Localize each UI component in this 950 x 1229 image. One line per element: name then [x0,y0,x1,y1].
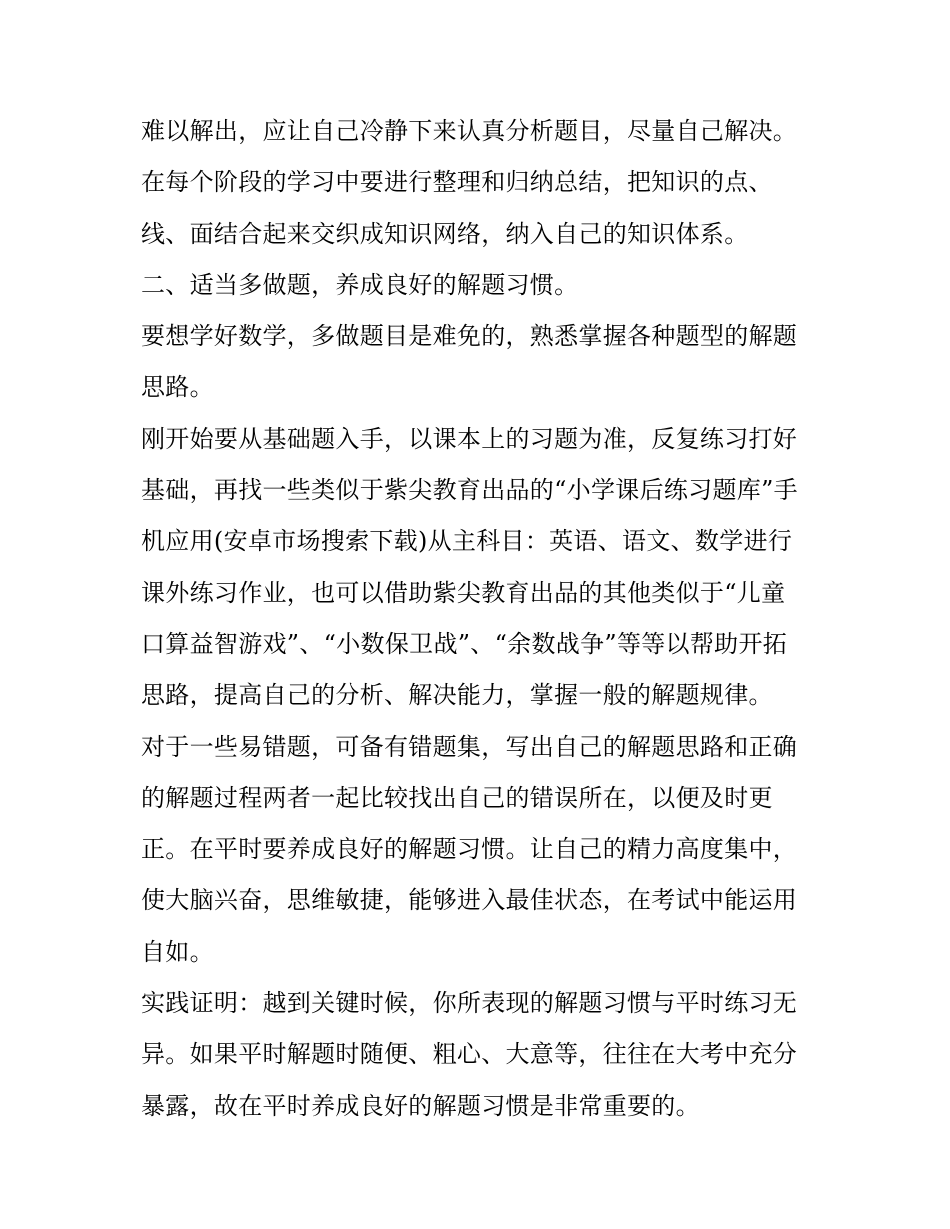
text-line: 实践证明：越到关键时候，你所表现的解题习惯与平时练习无 [141,989,798,1018]
text-line: 要想学好数学，多做题目是难免的，熟悉掌握各种题型的解题 [141,322,798,351]
text-line: 正。在平时要养成良好的解题习惯。让自己的精力高度集中， [141,835,798,864]
text-line: 课外练习作业，也可以借助紫尖教育出品的其他类似于“儿童 [141,578,786,607]
text-line: 刚开始要从基础题入手，以课本上的习题为准，反复练习打好 [141,424,798,453]
text-line: 基础，再找一些类似于紫尖教育出品的“小学课后练习题库”手 [141,476,798,505]
text-line: 线、面结合起来交织成知识网络，纳入自己的知识体系。 [141,219,749,248]
text-line: 机应用(安卓市场搜索下载)从主科目：英语、语文、数学进行 [141,527,793,556]
text-line: 难以解出，应让自己冷静下来认真分析题目，尽量自己解决。 [141,117,798,145]
text-line: 使大脑兴奋，思维敏捷，能够进入最佳状态，在考试中能运用 [141,886,798,915]
document-body [141,106,821,1132]
text-line: 思路，提高自己的分析、解决能力，掌握一般的解题规律。 [141,681,773,710]
text-line: 的解题过程两者一起比较找出自己的错误所在，以便及时更 [141,783,773,812]
section-heading: 二、适当多做题，养成良好的解题习惯。 [141,270,579,299]
text-line: 自如。 [141,937,214,966]
text-line: 在每个阶段的学习中要进行整理和归纳总结，把知识的点、 [141,168,773,197]
text-line: 暴露，故在平时养成良好的解题习惯是非常重要的。 [141,1091,700,1120]
text-line: 思路。 [141,373,214,402]
text-line: 异。如果平时解题时随便、粗心、大意等，往往在大考中充分 [141,1040,798,1069]
text-line: 口算益智游戏”、“小数保卫战”、“余数战争”等等以帮助开拓 [141,629,788,658]
text-line: 对于一些易错题，可备有错题集，写出自己的解题思路和正确 [141,732,798,761]
